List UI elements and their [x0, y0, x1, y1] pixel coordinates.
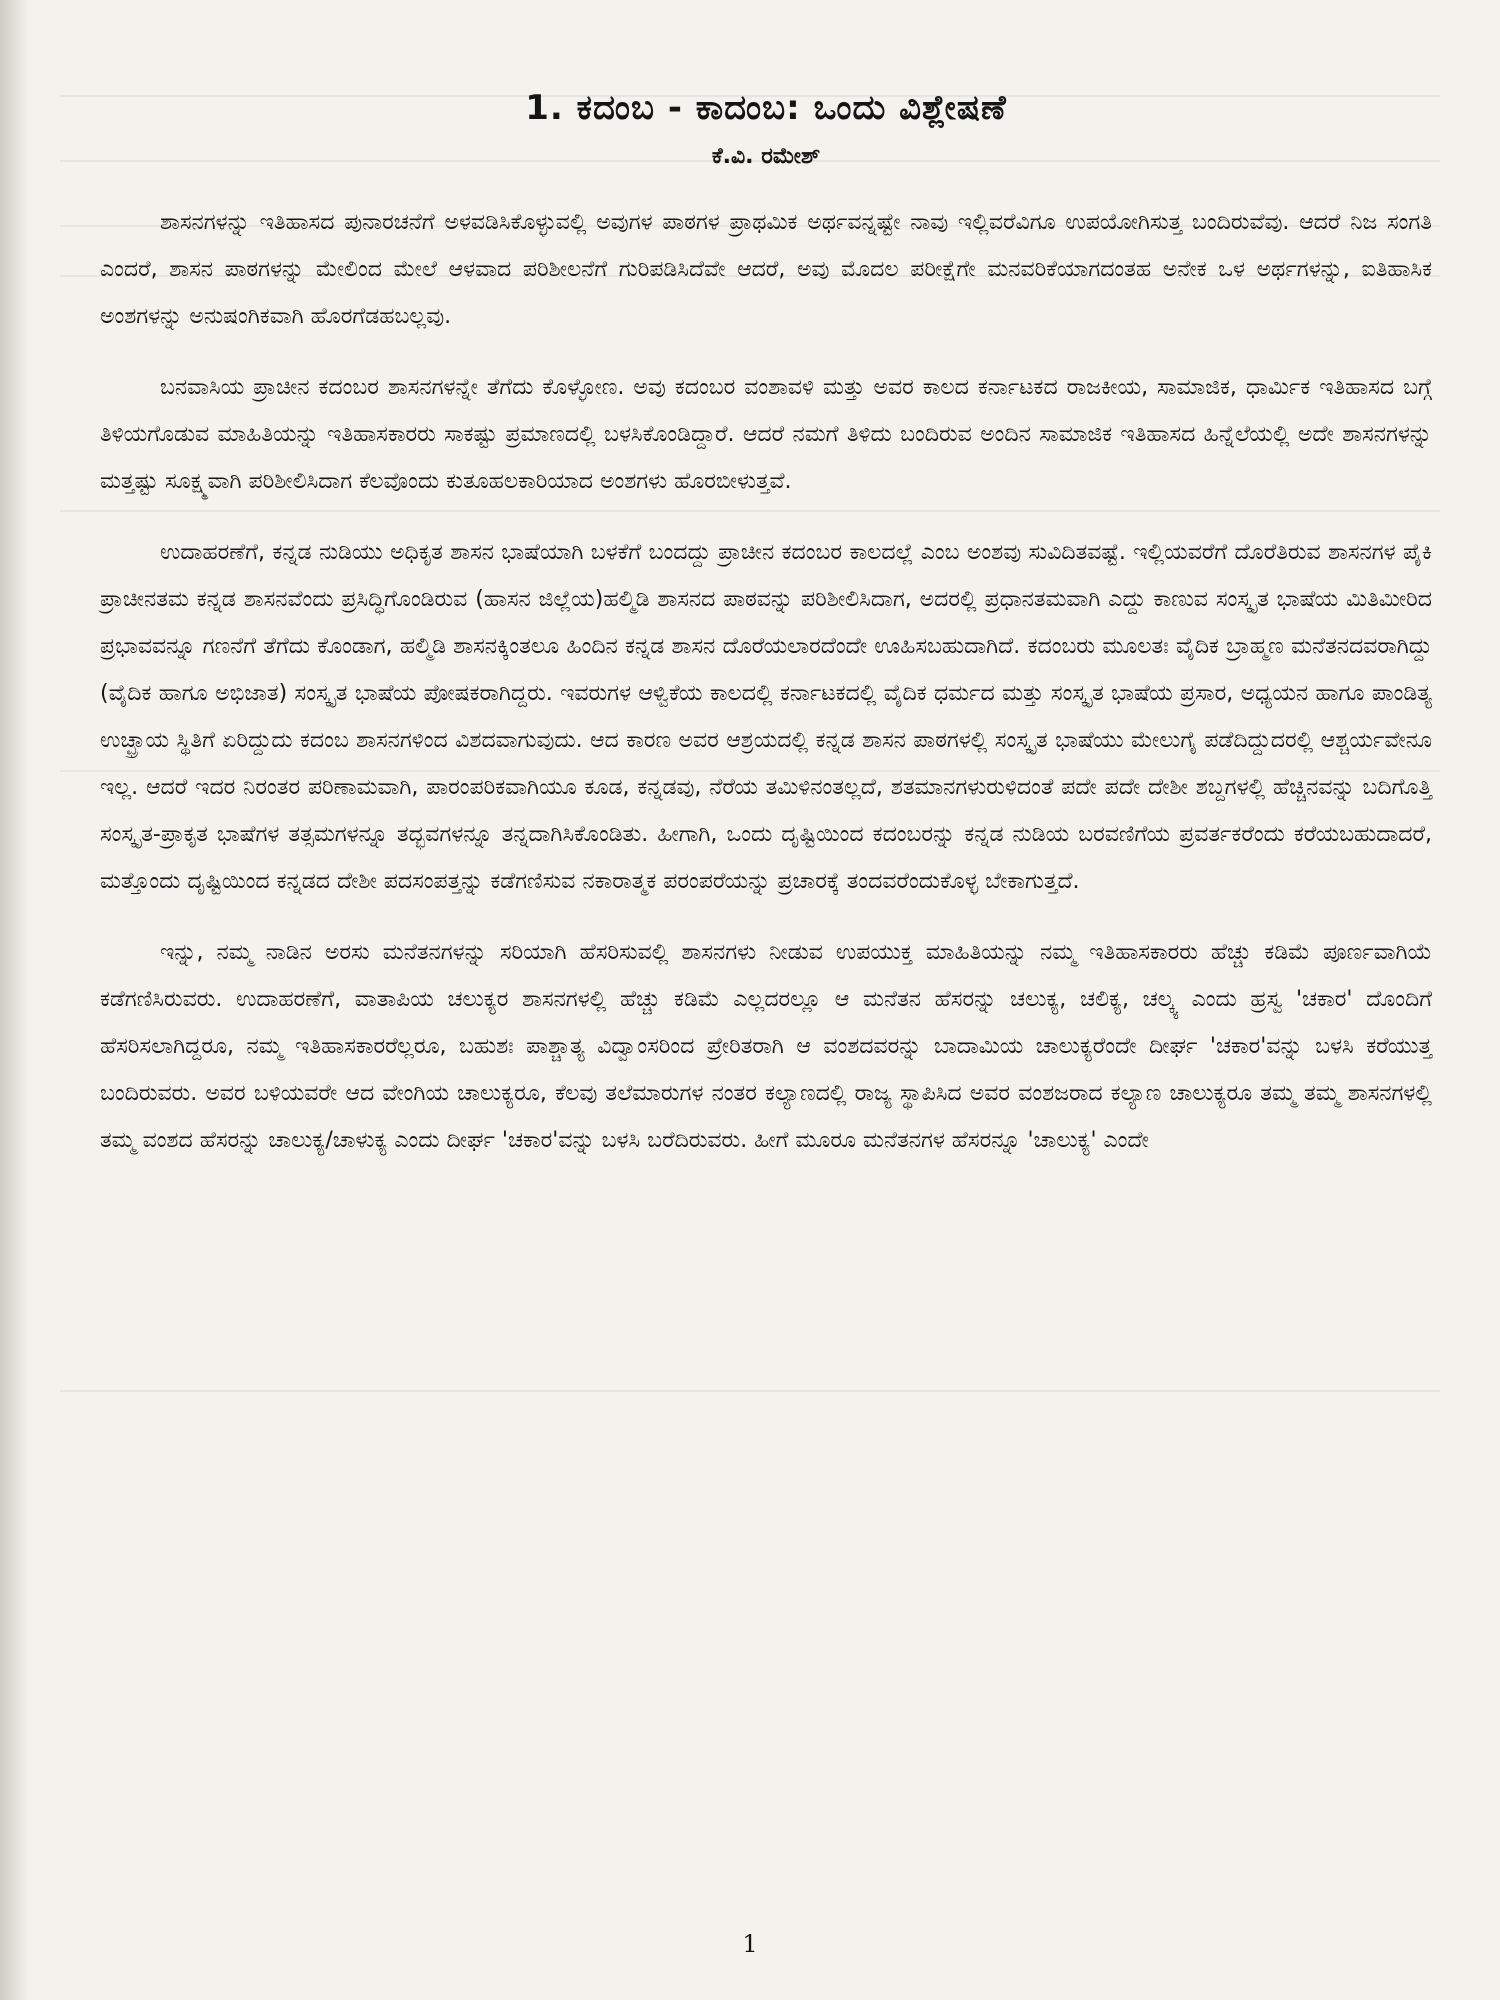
paragraph-2: ಬನವಾಸಿಯ ಪ್ರಾಚೀನ ಕದಂಬರ ಶಾಸನಗಳನ್ನೇ ತೆಗೆದು ಕೊಳ್ಳೋಣ. ಅವು ಕದಂಬರ ವಂಶಾವಳಿ ಮತ್ತು ಅವರ ಕಾಲದ ಕರ್ನಾಟಕದ ರಾಜಕೀಯ, ಸಾಮಾಜಿಕ, ಧಾರ್ಮಿಕ ಇತಿಹಾಸದ ಬಗ್ಗೆ ತಿಳಿಯಗೊಡುವ ಮಾಹಿತಿಯನ್ನು ಇತಿಹಾಸಕಾರರು ಸಾಕಷ್ಟು ಪ್ರಮಾಣದಲ್ಲಿ ಬಳಸಿಕೊಂಡಿದ್ದಾರೆ. ಆದರೆ ನಮಗೆ ತಿಳಿದು ಬಂದಿರುವ ಅಂದಿನ ಸಾಮಾಜಿಕ ಇತಿಹಾಸದ ಹಿನ್ನೆಲೆಯಲ್ಲಿ ಅದೇ ಶಾಸನಗಳನ್ನು ಮತ್ತಷ್ಟು ಸೂಕ್ಷ್ಮವಾಗಿ ಪರಿಶೀಲಿಸಿದಾಗ ಕೆಲವೊಂದು ಕುತೂಹಲಕಾರಿಯಾದ ಅಂಶಗಳು ಹೊರಬೀಳುತ್ತವೆ. [100, 375, 1432, 494]
bleed-through-line [60, 1390, 1440, 1392]
paragraph-3: ಉದಾಹರಣೆಗೆ, ಕನ್ನಡ ನುಡಿಯು ಅಧಿಕೃತ ಶಾಸನ ಭಾಷೆಯಾಗಿ ಬಳಕೆಗೆ ಬಂದದ್ದು ಪ್ರಾಚೀನ ಕದಂಬರ ಕಾಲದಲ್ಲೆ ಎಂಬ ಅಂಶವು ಸುವಿದಿತವಷ್ಟೆ. ಇಲ್ಲಿಯವರೆಗೆ ದೊರೆತಿರುವ ಶಾಸನಗಳ ಪೈಕಿ ಪ್ರಾಚೀನತಮ ಕನ್ನಡ ಶಾಸನವೆಂದು ಪ್ರಸಿದ್ಧಿಗೊಂಡಿರುವ (ಹಾಸನ ಜಿಲ್ಲೆಯ)ಹಲ್ಮಿಡಿ ಶಾಸನದ ಪಾಠವನ್ನು ಪರಿಶೀಲಿಸಿದಾಗ, ಅದರಲ್ಲಿ ಪ್ರಧಾನತಮವಾಗಿ ಎದ್ದು ಕಾಣುವ ಸಂಸ್ಕೃತ ಭಾಷೆಯ ಮಿತಿಮೀರಿದ ಪ್ರಭಾವವನ್ನೂ ಗಣನೆಗೆ ತೆಗೆದು ಕೊಂಡಾಗ, ಹಲ್ಮಿಡಿ ಶಾಸನಕ್ಕಿಂತಲೂ ಹಿಂದಿನ ಕನ್ನಡ ಶಾಸನ ದೊರೆಯಲಾರದೆಂದೇ ಊಹಿಸಬಹುದಾಗಿದೆ. ಕದಂಬರು ಮೂಲತಃ ವೈದಿಕ ಬ್ರಾಹ್ಮಣ ಮನೆತನದವರಾಗಿದ್ದು (ವೈದಿಕ ಹಾಗೂ ಅಭಿಜಾತ) ಸಂಸ್ಕೃತ ಭಾಷೆಯ ಪೋಷಕರಾಗಿದ್ದರು. ಇವರುಗಳ ಆಳ್ವಿಕೆಯ ಕಾಲದಲ್ಲಿ ಕರ್ನಾಟಕದಲ್ಲಿ ವೈದಿಕ ಧರ್ಮದ ಮತ್ತು ಸಂಸ್ಕೃತ ಭಾಷೆಯ ಪ್ರಸಾರ, ಅಧ್ಯಯನ ಹಾಗೂ ಪಾಂಡಿತ್ಯ ಉಚ್ಛ್ರಾಯ ಸ್ಥಿತಿಗೆ ಏರಿದ್ದುದು ಕದಂಬ ಶಾಸನಗಳಿಂದ ವಿಶದವಾಗುವುದು. ಆದ ಕಾರಣ ಅವರ ಆಶ್ರಯದಲ್ಲಿ ಕನ್ನಡ ಶಾಸನ ಪಾಠಗಳಲ್ಲಿ ಸಂಸ್ಕೃತ ಭಾಷೆಯು ಮೇಲುಗೈ ಪಡೆದಿದ್ದುದರಲ್ಲಿ ಆಶ್ಚರ್ಯವೇನೂ ಇಲ್ಲ. ಆದರೆ ಇದರ ನಿರಂತರ ಪರಿಣಾಮವಾಗಿ, ಪಾರಂಪರಿಕವಾಗಿಯೂ ಕೂಡ, ಕನ್ನಡವು, ನೆರೆಯ ತಮಿಳಿನಂತಲ್ಲದೆ, ಶತಮಾನಗಳುರುಳಿದಂತೆ ಪದೇ ಪದೇ ದೇಶೀ ಶಬ್ದಗಳಲ್ಲಿ ಹೆಚ್ಚಿನವನ್ನು ಬದಿಗೊತ್ತಿ ಸಂಸ್ಕೃತ-ಪ್ರಾಕೃತ ಭಾಷೆಗಳ ತತ್ಸಮಗಳನ್ನೂ ತದ್ಭವಗಳನ್ನೂ ತನ್ನದಾಗಿಸಿಕೊಂಡಿತು. ಹೀಗಾಗಿ, ಒಂದು ದೃಷ್ಟಿಯಿಂದ ಕದಂಬರನ್ನು ಕನ್ನಡ ನುಡಿಯ ಬರವಣಿಗೆಯ ಪ್ರವರ್ತಕರೆಂದು ಕರೆಯಬಹುದಾದರೆ, ಮತ್ತೊಂದು ದೃಷ್ಟಿಯಿಂದ ಕನ್ನಡದ ದೇಶೀ ಪದಸಂಪತ್ತನ್ನು ಕಡೆಗಣಿಸುವ ನಕಾರಾತ್ಮಕ ಪರಂಪರೆಯನ್ನು ಪ್ರಚಾರಕ್ಕೆ ತಂದವರೆಂದುಕೊಳ್ಳ ಬೇಕಾಗುತ್ತದೆ. [100, 540, 1432, 894]
paragraph-1: ಶಾಸನಗಳನ್ನು ಇತಿಹಾಸದ ಪುನಾರಚನೆಗೆ ಅಳವಡಿಸಿಕೊಳ್ಳುವಲ್ಲಿ ಅವುಗಳ ಪಾಠಗಳ ಪ್ರಾಥಮಿಕ ಅರ್ಥವನ್ನಷ್ಟೇ ನಾವು ಇಲ್ಲಿವರೆವಿಗೂ ಉಪಯೋಗಿಸುತ್ತ ಬಂದಿರುವೆವು. ಆದರೆ ನಿಜ ಸಂಗತಿ ಎಂದರೆ, ಶಾಸನ ಪಾಠಗಳನ್ನು ಮೇಲಿಂದ ಮೇಲೆ ಆಳವಾದ ಪರಿಶೀಲನೆಗೆ ಗುರಿಪಡಿಸಿದೆವೇ ಆದರೆ, ಅವು ಮೊದಲ ಪರೀಕ್ಷೆಗೇ ಮನವರಿಕೆಯಾಗದಂತಹ ಅನೇಕ ಒಳ ಅರ್ಥಗಳನ್ನು, ಐತಿಹಾಸಿಕ ಅಂಶಗಳನ್ನು ಅನುಷಂಗಿಕವಾಗಿ ಹೊರಗೆಡಹಬಲ್ಲವು. [100, 210, 1432, 329]
document-body [100, 70, 1432, 1188]
page-number: 1 [742, 1930, 758, 1958]
book-gutter-shadow [0, 0, 30, 2000]
paragraph-4: ಇನ್ನು, ನಮ್ಮ ನಾಡಿನ ಅರಸು ಮನೆತನಗಳನ್ನು ಸರಿಯಾಗಿ ಹೆಸರಿಸುವಲ್ಲಿ ಶಾಸನಗಳು ನೀಡುವ ಉಪಯುಕ್ತ ಮಾಹಿತಿಯನ್ನು ನಮ್ಮ ಇತಿಹಾಸಕಾರರು ಹೆಚ್ಚು ಕಡಿಮೆ ಪೂರ್ಣವಾಗಿಯೆ ಕಡೆಗಣಿಸಿರುವರು. ಉದಾಹರಣೆಗೆ, ವಾತಾಪಿಯ ಚಲುಕ್ಯರ ಶಾಸನಗಳಲ್ಲಿ ಹೆಚ್ಚು ಕಡಿಮೆ ಎಲ್ಲದರಲ್ಲೂ ಆ ಮನೆತನ ಹೆಸರನ್ನು ಚಲುಕ್ಯ, ಚಲಿಕ್ಯ, ಚಲ್ಕ್ಯ ಎಂದು ಹ್ರಸ್ವ 'ಚಕಾರ' ದೊಂದಿಗೆ ಹೆಸರಿಸಲಾಗಿದ್ದರೂ, ನಮ್ಮ ಇತಿಹಾಸಕಾರರೆಲ್ಲರೂ, ಬಹುಶಃ ಪಾಶ್ಚಾತ್ಯ ವಿದ್ವಾಂಸರಿಂದ ಪ್ರೇರಿತರಾಗಿ ಆ ವಂಶದವರನ್ನು ಬಾದಾಮಿಯ ಚಾಲುಕ್ಯರೆಂದೇ ದೀರ್ಘ 'ಚಕಾರ'ವನ್ನು ಬಳಸಿ ಕರೆಯುತ್ತ ಬಂದಿರುವರು. ಅವರ ಬಳಿಯವರೇ ಆದ ವೇಂಗಿಯ ಚಾಲುಕ್ಯರೂ, ಕೆಲವು ತಲೆಮಾರುಗಳ ನಂತರ ಕಲ್ಯಾಣದಲ್ಲಿ ರಾಜ್ಯ ಸ್ಥಾಪಿಸಿದ ಅವರ ವಂಶಜರಾದ ಕಲ್ಯಾಣ ಚಾಲುಕ್ಯರೂ ತಮ್ಮ ತಮ್ಮ ಶಾಸನಗಳಲ್ಲಿ ತಮ್ಮ ವಂಶದ ಹೆಸರನ್ನು ಚಾಲುಕ್ಯ/ಚಾಳುಕ್ಯ ಎಂದು ದೀರ್ಘ 'ಚಕಾರ'ವನ್ನು ಬಳಸಿ ಬರೆದಿರುವರು. ಹೀಗೆ ಮೂರೂ ಮನೆತನಗಳ ಹೆಸರನ್ನೂ 'ಚಾಲುಕ್ಯ' ಎಂದೇ [100, 940, 1432, 1153]
author-name: ಕೆ.ವಿ. ರಮೇಶ್ [711, 144, 821, 169]
article-title: 1. ಕದಂಬ - ಕಾದಂಬ: ಒಂದು ವಿಶ್ಲೇಷಣೆ [525, 88, 1007, 128]
